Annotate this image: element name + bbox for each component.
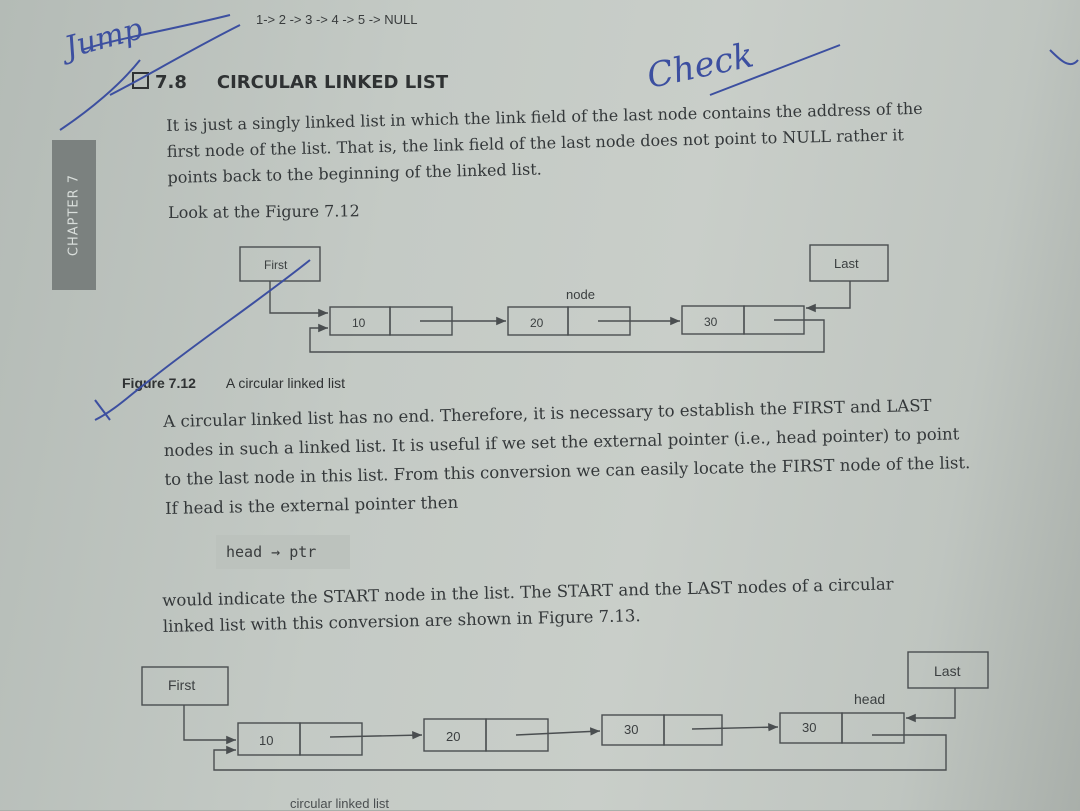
handwritten-note-right: Check	[643, 35, 758, 97]
last-label: Last	[934, 663, 961, 679]
check-mark-stroke	[95, 260, 310, 420]
code-snippet: head → ptr	[216, 535, 350, 569]
node-value: 30	[624, 722, 639, 737]
head-to-last-arrow	[906, 688, 955, 718]
figure-7-13	[142, 652, 988, 770]
figure-7-12-labels	[264, 256, 859, 330]
ink-annotations	[60, 15, 1078, 420]
figure-7-12	[240, 245, 888, 352]
node-link-cell	[842, 713, 904, 743]
link-arrow	[692, 727, 778, 729]
figure-7-12-label: Figure 7.12	[122, 375, 196, 391]
figure-7-12-text: A circular linked list	[225, 375, 345, 391]
bottom-figure-caption: circular linked list	[290, 796, 389, 811]
chapter-tab-label: CHAPTER 7	[66, 173, 82, 257]
first-to-node-arrow	[184, 705, 236, 740]
node-value: 10	[259, 733, 274, 748]
node-value: 30	[704, 315, 718, 329]
handwritten-note-left: Jump	[61, 11, 147, 66]
paragraph-line: A circular linked list has no end. Therefore, it is necessary to establish the FIRST and LAST	[163, 395, 932, 431]
section-number: 7.8	[155, 72, 187, 93]
circular-link-arrow	[214, 735, 946, 770]
intro-line: points back to the beginning of the linked list.	[167, 159, 542, 187]
first-label: First	[168, 677, 196, 693]
node-value: 30	[802, 720, 817, 735]
paragraph-line: to the last node in this list. From this conversion we can easily locate the FIRST node of the list.	[164, 453, 971, 489]
last-label: Last	[834, 256, 859, 271]
top-sequence-text: 1-> 2 -> 3 -> 4 -> 5 -> NULL	[256, 12, 418, 27]
last-to-node-arrow	[806, 281, 850, 308]
node-label: node	[566, 287, 595, 302]
node-link-cell	[664, 715, 722, 745]
check-mark-stroke	[95, 400, 110, 420]
section-title: CIRCULAR LINKED LIST	[216, 72, 449, 93]
head-label: head	[854, 691, 886, 707]
link-arrow	[330, 735, 422, 737]
first-to-node-arrow	[270, 281, 328, 313]
paragraph-line: linked list with this conversion are shown in Figure 7.13.	[162, 606, 641, 636]
look-at-figure-text: Look at the Figure 7.12	[168, 201, 360, 222]
link-arrow	[516, 731, 600, 735]
first-label: First	[264, 258, 288, 272]
node-value: 20	[530, 316, 544, 330]
circular-link-arrow	[310, 320, 824, 352]
ink-stroke	[1050, 50, 1078, 64]
node-value: 20	[446, 729, 461, 744]
paragraph-line: would indicate the START node in the list. The START and the LAST nodes of a circular	[162, 574, 894, 610]
intro-line: first node of the list. That is, the link field of the last node does not point to NULL rather it	[166, 125, 904, 161]
node-link-cell	[300, 723, 362, 755]
paragraph-line: nodes in such a linked list. It is useful if we set the external pointer (i.e., head pointer) to point	[163, 424, 960, 460]
paragraph-line: If head is the external pointer then	[164, 492, 459, 518]
node-value: 10	[352, 316, 366, 330]
intro-line: It is just a singly linked list in which the link field of the last node contains the address of the	[166, 98, 923, 135]
ink-stroke	[60, 60, 140, 130]
